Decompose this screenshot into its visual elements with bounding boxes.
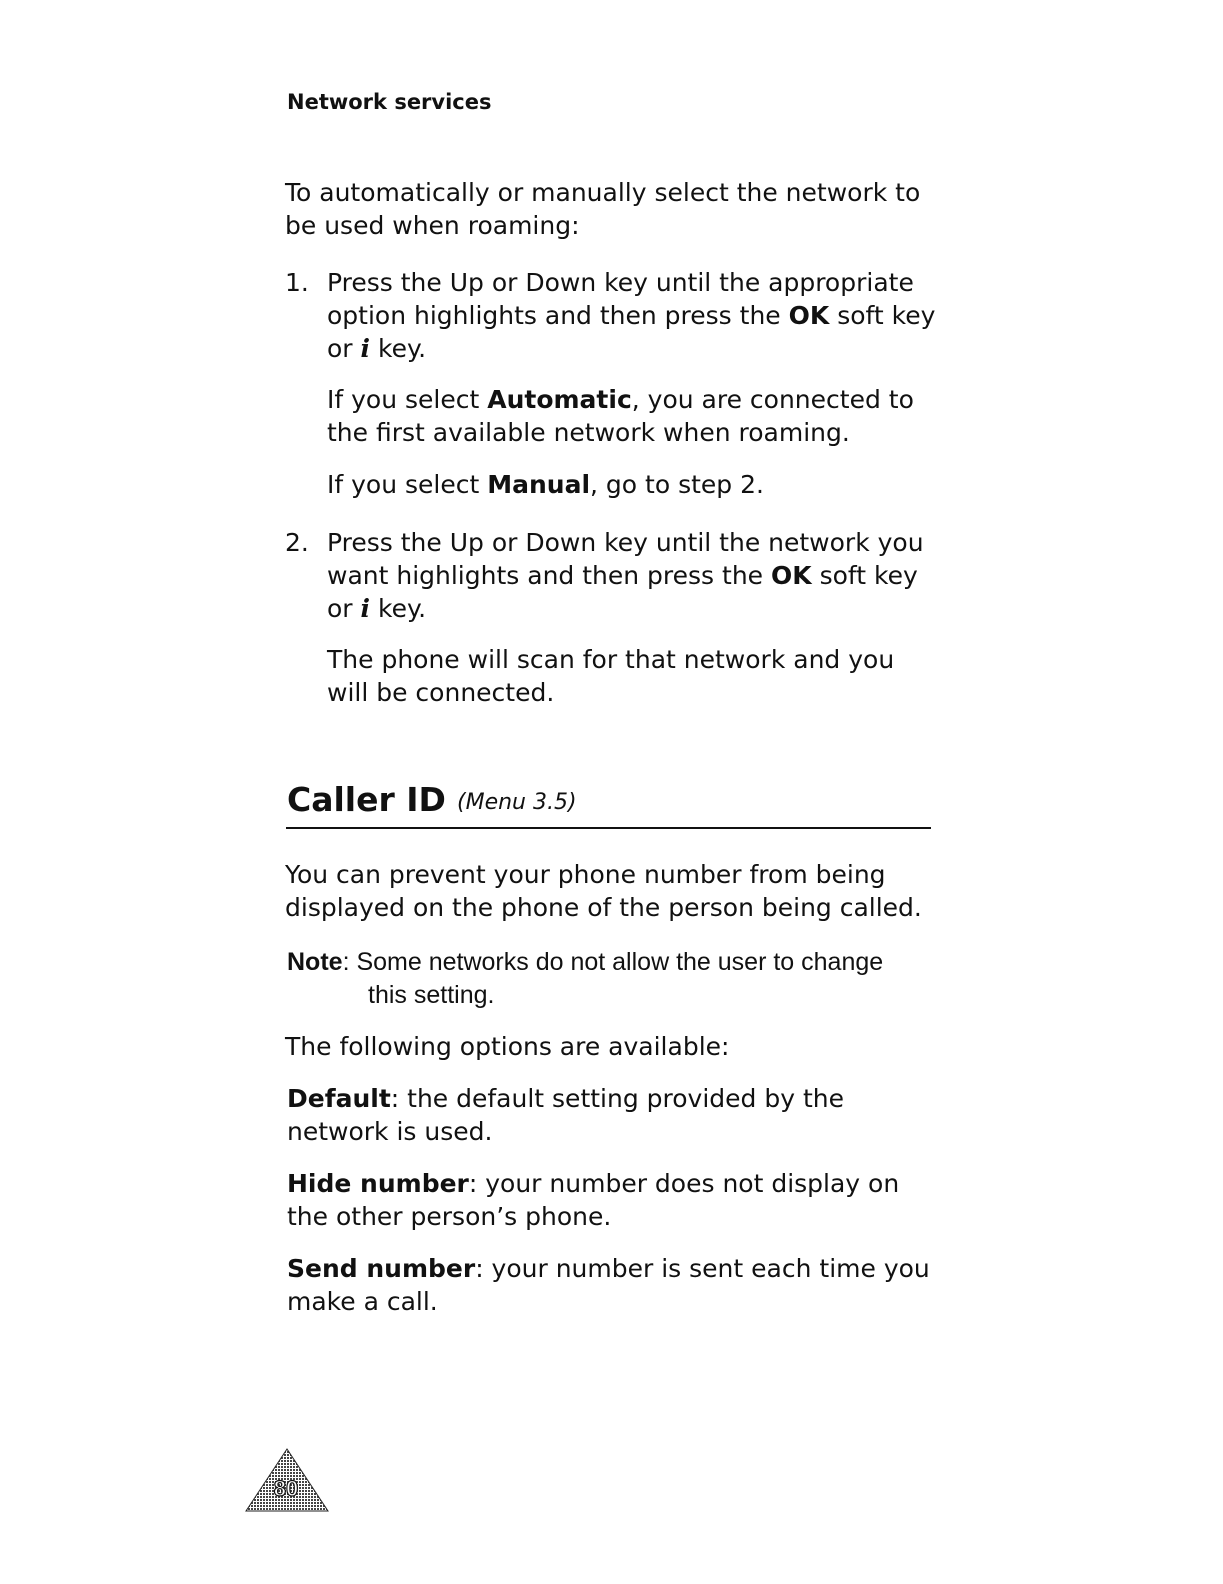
ok-key-label: OK xyxy=(771,561,812,590)
manual-option-label: Manual xyxy=(487,470,591,499)
page-number-badge xyxy=(245,1448,329,1512)
step-1-text xyxy=(327,266,937,365)
note-label: Note xyxy=(287,948,343,976)
intro-paragraph: To automatically or manually select the network to be used when roaming: xyxy=(285,178,921,240)
option-description: : the default setting provided by the network is used. xyxy=(287,1084,844,1146)
step-1-text-after: key. xyxy=(370,334,427,363)
step-2-number: 2. xyxy=(285,528,309,557)
step-1-text-mid: soft key or xyxy=(327,301,936,363)
step-2-text: Press the Up or Down key until the network you want highlights and then press the OK soft key or i key. xyxy=(327,528,924,623)
option-hide-number xyxy=(287,1167,927,1233)
section-header: Network services xyxy=(287,90,492,114)
option-description: : your number is sent each time you make a call. xyxy=(287,1254,930,1316)
page-number: 80 xyxy=(273,1476,299,1501)
step-1-number: 1. xyxy=(285,268,309,297)
note: Note: Some networks do not allow the user to change xyxy=(287,948,884,976)
triangle-icon xyxy=(245,1448,329,1512)
step-1-automatic-paragraph: If you select Automatic, you are connected to the first available network when roaming. xyxy=(327,385,914,447)
option-description: : your number does not display on the other person’s phone. xyxy=(287,1169,900,1231)
i-key-icon: i xyxy=(360,334,371,363)
note-line-1: Some networks do not allow the user to change xyxy=(356,948,884,976)
option-name: Send number xyxy=(287,1254,476,1283)
option-default xyxy=(287,1082,887,1148)
step-2-result-paragraph: The phone will scan for that network and you will be connected. xyxy=(327,645,895,707)
option-send-number xyxy=(287,1252,947,1318)
i-key-icon: i xyxy=(360,594,371,623)
note-line-2: this setting. xyxy=(368,981,495,1009)
step-1-manual-paragraph: If you select Manual, go to step 2. xyxy=(327,470,764,499)
heading-rule xyxy=(286,827,931,829)
step-1-text-before: Press the Up or Down key until the appropriate option highlights and then press the xyxy=(327,268,914,330)
automatic-option-label: Automatic xyxy=(487,385,632,414)
caller-id-heading: Caller ID xyxy=(287,780,446,819)
ok-key-label: OK xyxy=(788,301,830,330)
option-name: Default xyxy=(287,1084,391,1113)
caller-id-description: You can prevent your phone number from being displayed on the phone of the person being called. xyxy=(285,860,922,922)
option-name: Hide number xyxy=(287,1169,469,1198)
options-intro: The following options are available: xyxy=(285,1032,730,1061)
menu-reference: (Menu 3.5) xyxy=(457,790,577,815)
